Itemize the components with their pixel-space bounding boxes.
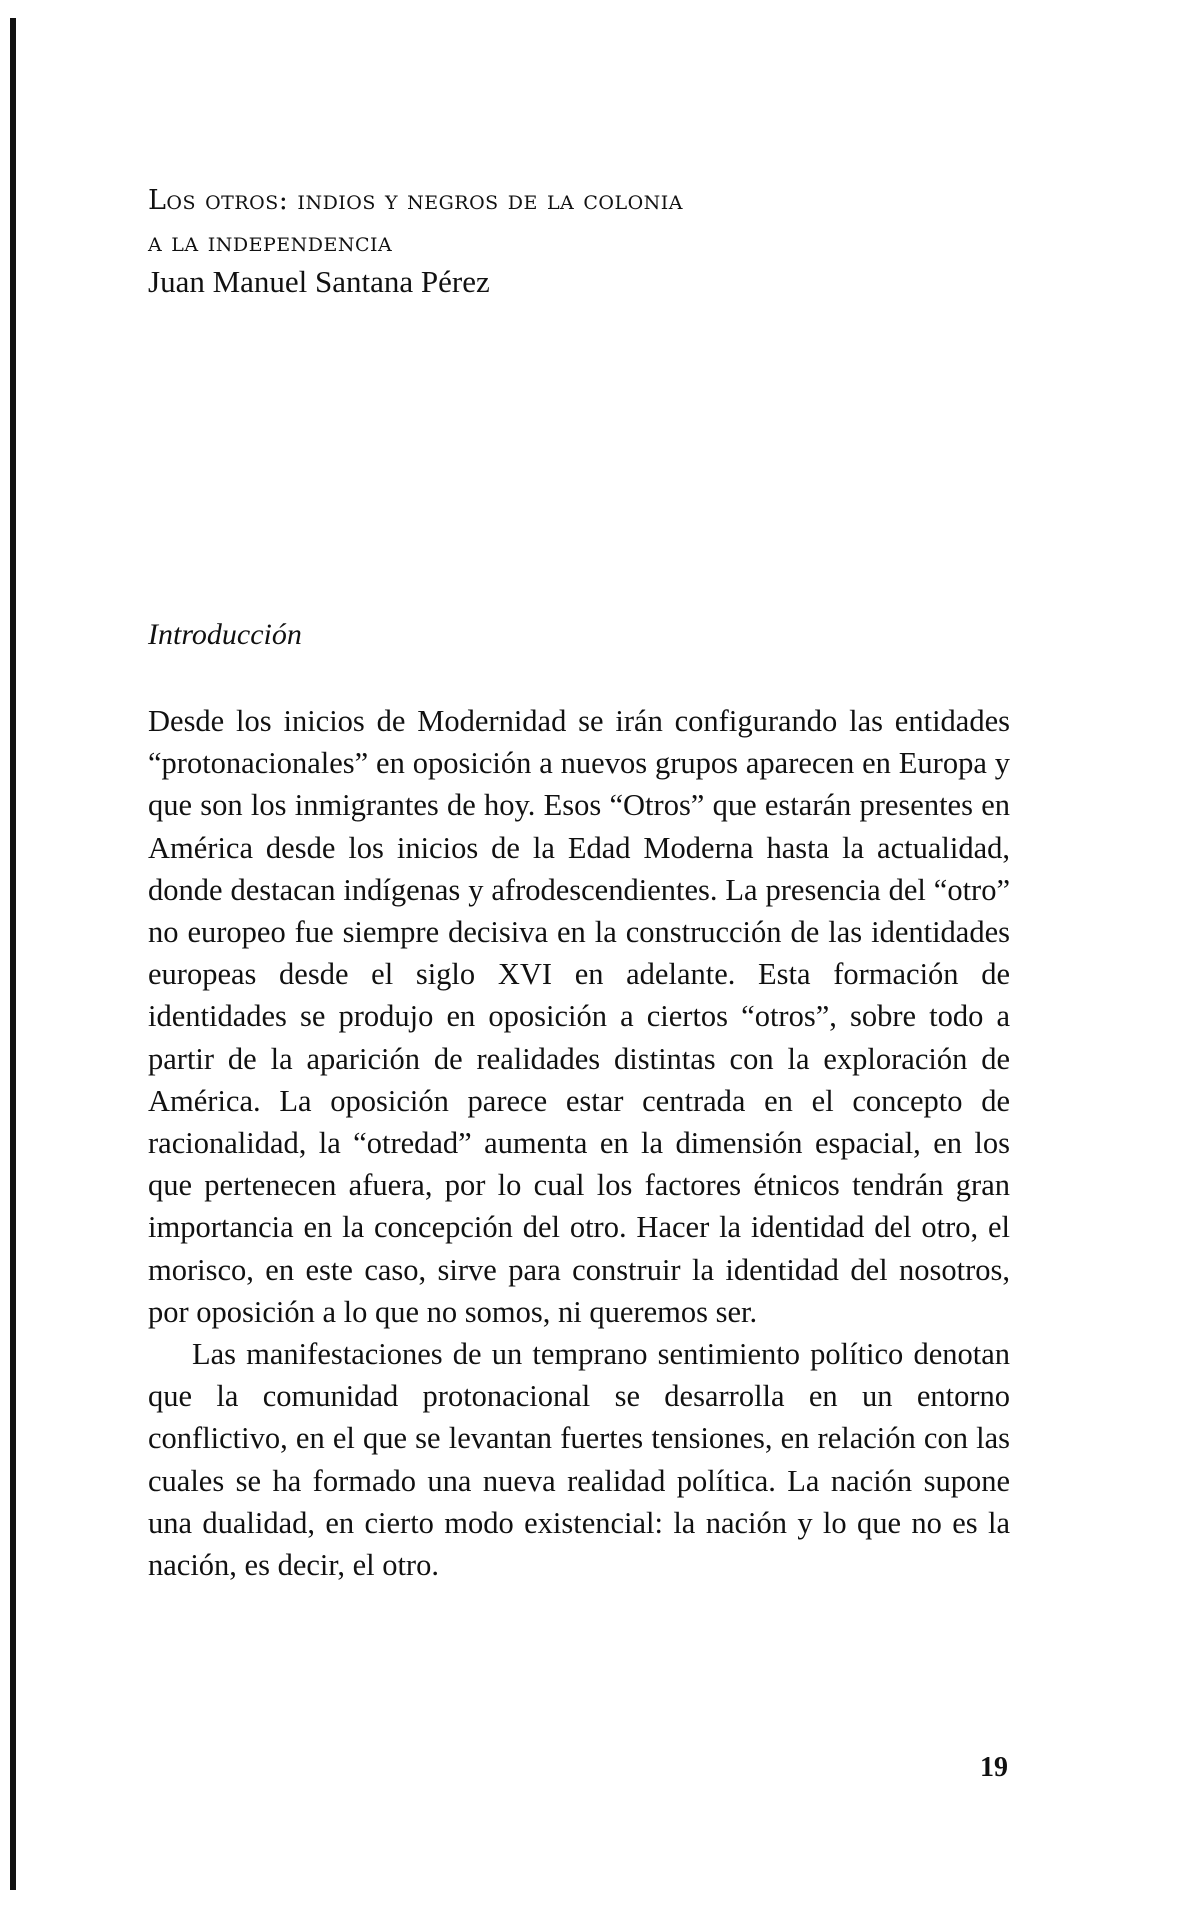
- paragraph-2: Las manifestaciones de un temprano sentimiento político denotan que la comunidad protonacional se desarrolla en un entorno conflictivo, en el que se levantan fuertes tensiones, en relación con las cuales se ha formado una nueva realidad política. La nación supone una dualidad, en cierto modo existencial: la nación y lo que no es la nación, es decir, el otro.: [148, 1337, 1010, 1583]
- chapter-title: [148, 180, 828, 264]
- paragraph-1: Desde los inicios de Modernidad se irán configurando las entidades “protonacionales” en oposición a nuevos grupos aparecen en Europa y que son los inmigrantes de hoy. Esos “Otros” que estarán presentes en América desde los inicios de la Edad Moderna hasta la actualidad, donde destacan indígenas y afrodescendientes. La presencia del “otro” no europeo fue siempre decisiva en la construcción de las identidades europeas desde el siglo XVI en adelante. Esta formación de identidades se produjo en oposición a ciertos “otros”, sobre todo a partir de la aparición de realidades distintas con la exploración de América. La oposición parece estar centrada en el concepto de racionalidad, la “otredad” aumenta en la dimensión espacial, en los que pertenecen afuera, por lo cual los factores étnicos tendrán gran importancia en la concepción del otro. Hacer la identidad del otro, el morisco, en este caso, sirve para construir la identidad del nosotros, por oposición a lo que no somos, ni queremos ser.: [148, 704, 1010, 1329]
- page-number: 19: [980, 1752, 1008, 1783]
- section-heading: Introducción: [148, 618, 302, 651]
- book-page: [148, 0, 1024, 1906]
- chapter-title-line-2: a la independencia: [148, 227, 393, 258]
- chapter-title-line-1: Los otros: indios y negros de la colonia: [148, 185, 684, 216]
- body-text: [148, 700, 1010, 1586]
- chapter-author: Juan Manuel Santana Pérez: [148, 264, 490, 299]
- scan-edge-line: [10, 18, 16, 1890]
